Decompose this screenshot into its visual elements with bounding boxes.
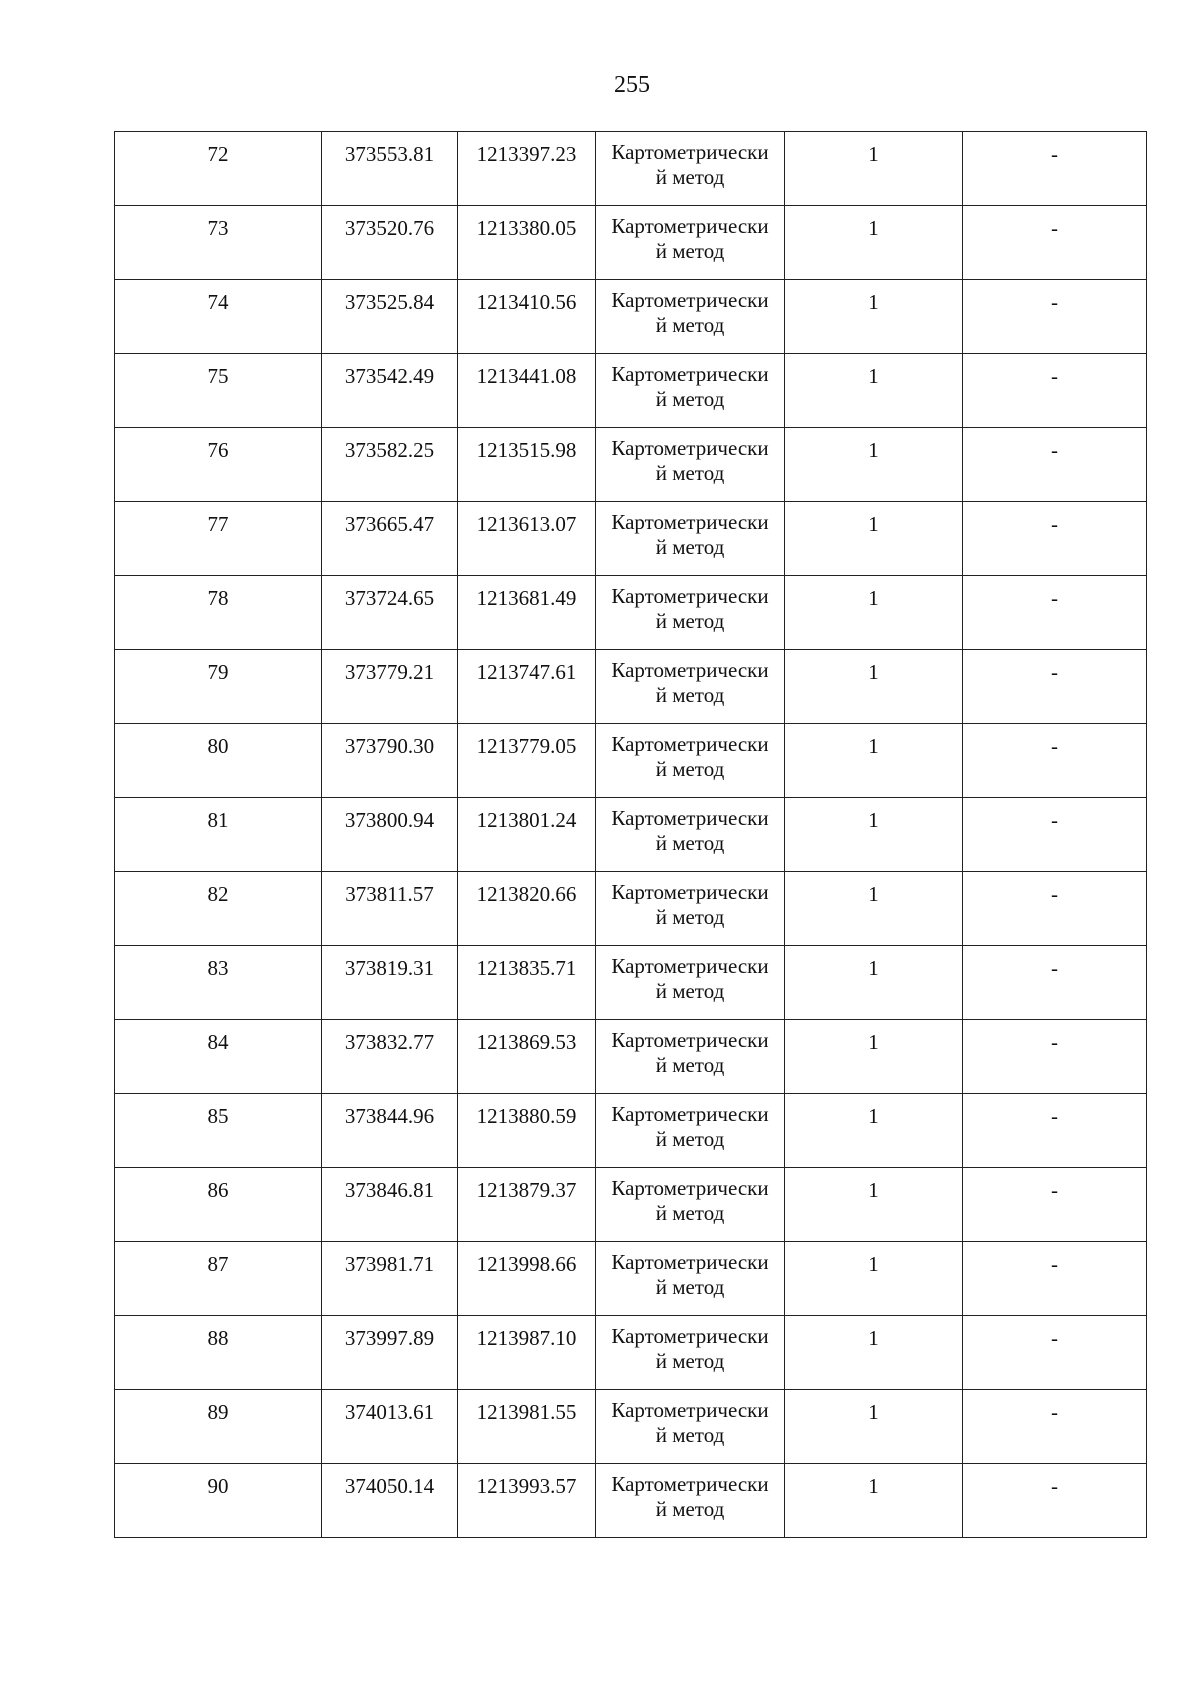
note-cell-text: - <box>1051 882 1058 906</box>
note-cell <box>963 354 1147 428</box>
method-line-1: Картометрически <box>611 657 769 682</box>
note-cell-text: - <box>1051 438 1058 462</box>
x-coordinate-cell-text: 373846.81 <box>344 1178 435 1202</box>
method-line-2: й метод <box>655 534 725 559</box>
point-number-cell-text: 89 <box>207 1400 229 1424</box>
y-coordinate-cell <box>458 1242 596 1316</box>
x-coordinate-cell-text: 374013.61 <box>344 1400 435 1424</box>
accuracy-cell-text: 1 <box>868 660 879 684</box>
y-coordinate-cell <box>458 946 596 1020</box>
table-row <box>115 576 1147 650</box>
accuracy-cell-text: 1 <box>868 882 879 906</box>
page-number: 255 <box>614 72 650 98</box>
x-coordinate-cell <box>322 1390 458 1464</box>
note-cell <box>963 946 1147 1020</box>
note-cell <box>963 502 1147 576</box>
note-cell <box>963 1464 1147 1538</box>
point-number-cell <box>115 650 322 724</box>
method-cell <box>596 1316 785 1390</box>
point-number-cell <box>115 1316 322 1390</box>
point-number-cell <box>115 798 322 872</box>
table-row <box>115 280 1147 354</box>
table-row <box>115 132 1147 206</box>
x-coordinate-cell-text: 373981.71 <box>344 1252 435 1276</box>
method-line-1: Картометрически <box>611 213 769 238</box>
accuracy-cell <box>785 280 963 354</box>
accuracy-cell-text: 1 <box>868 1474 879 1498</box>
method-cell <box>596 872 785 946</box>
accuracy-cell-text: 1 <box>868 586 879 610</box>
method-line-2: й метод <box>655 904 725 929</box>
accuracy-cell <box>785 872 963 946</box>
table-row <box>115 206 1147 280</box>
table-row <box>115 354 1147 428</box>
table-row <box>115 650 1147 724</box>
x-coordinate-cell-text: 374050.14 <box>344 1474 435 1498</box>
method-line-2: й метод <box>655 1274 725 1299</box>
accuracy-cell-text: 1 <box>868 956 879 980</box>
x-coordinate-cell-text: 373665.47 <box>344 512 435 536</box>
x-coordinate-cell-text: 373832.77 <box>344 1030 435 1054</box>
accuracy-cell <box>785 1168 963 1242</box>
note-cell <box>963 206 1147 280</box>
method-line-1: Картометрически <box>611 435 769 460</box>
x-coordinate-cell-text: 373520.76 <box>344 216 435 240</box>
method-cell <box>596 1464 785 1538</box>
y-coordinate-cell-text: 1213879.37 <box>476 1178 577 1202</box>
x-coordinate-cell <box>322 872 458 946</box>
table-row <box>115 1316 1147 1390</box>
y-coordinate-cell-text: 1213880.59 <box>476 1104 577 1128</box>
method-line-2: й метод <box>655 238 725 263</box>
point-number-cell <box>115 1020 322 1094</box>
y-coordinate-cell-text: 1213613.07 <box>476 512 577 536</box>
point-number-cell-text: 75 <box>207 364 229 388</box>
accuracy-cell <box>785 1020 963 1094</box>
x-coordinate-cell <box>322 946 458 1020</box>
accuracy-cell-text: 1 <box>868 1252 879 1276</box>
y-coordinate-cell-text: 1213779.05 <box>476 734 577 758</box>
x-coordinate-cell <box>322 1168 458 1242</box>
point-number-cell <box>115 724 322 798</box>
y-coordinate-cell-text: 1213515.98 <box>476 438 577 462</box>
accuracy-cell-text: 1 <box>868 216 879 240</box>
y-coordinate-cell-text: 1213820.66 <box>476 882 577 906</box>
accuracy-cell <box>785 502 963 576</box>
table-row <box>115 1020 1147 1094</box>
method-line-1: Картометрически <box>611 879 769 904</box>
y-coordinate-cell <box>458 428 596 502</box>
method-cell <box>596 724 785 798</box>
y-coordinate-cell <box>458 724 596 798</box>
method-cell <box>596 428 785 502</box>
point-number-cell-text: 90 <box>207 1474 229 1498</box>
y-coordinate-cell <box>458 354 596 428</box>
accuracy-cell <box>785 798 963 872</box>
y-coordinate-cell-text: 1213987.10 <box>476 1326 577 1350</box>
point-number-cell <box>115 280 322 354</box>
x-coordinate-cell-text: 373800.94 <box>344 808 435 832</box>
method-cell <box>596 576 785 650</box>
method-line-1: Картометрически <box>611 139 769 164</box>
y-coordinate-cell <box>458 576 596 650</box>
x-coordinate-cell-text: 373724.65 <box>344 586 435 610</box>
x-coordinate-cell-text: 373542.49 <box>344 364 435 388</box>
table-row <box>115 946 1147 1020</box>
note-cell <box>963 1316 1147 1390</box>
y-coordinate-cell <box>458 1390 596 1464</box>
x-coordinate-cell <box>322 354 458 428</box>
method-line-2: й метод <box>655 1496 725 1521</box>
point-number-cell-text: 73 <box>207 216 229 240</box>
y-coordinate-cell <box>458 1316 596 1390</box>
note-cell <box>963 132 1147 206</box>
accuracy-cell <box>785 650 963 724</box>
table-row <box>115 1094 1147 1168</box>
method-line-1: Картометрически <box>611 953 769 978</box>
note-cell-text: - <box>1051 290 1058 314</box>
method-line-1: Картометрически <box>611 1101 769 1126</box>
method-line-2: й метод <box>655 386 725 411</box>
method-cell <box>596 1390 785 1464</box>
point-number-cell-text: 78 <box>207 586 229 610</box>
point-number-cell-text: 80 <box>207 734 229 758</box>
method-line-2: й метод <box>655 1348 725 1373</box>
point-number-cell <box>115 576 322 650</box>
method-cell <box>596 946 785 1020</box>
note-cell <box>963 1242 1147 1316</box>
coordinates-table <box>114 131 1147 1538</box>
x-coordinate-cell <box>322 280 458 354</box>
accuracy-cell-text: 1 <box>868 364 879 388</box>
note-cell-text: - <box>1051 1178 1058 1202</box>
accuracy-cell-text: 1 <box>868 1178 879 1202</box>
accuracy-cell <box>785 1094 963 1168</box>
point-number-cell-text: 88 <box>207 1326 229 1350</box>
accuracy-cell <box>785 1464 963 1538</box>
method-line-1: Картометрически <box>611 1175 769 1200</box>
method-line-2: й метод <box>655 608 725 633</box>
method-cell <box>596 650 785 724</box>
x-coordinate-cell <box>322 1242 458 1316</box>
table-row <box>115 798 1147 872</box>
x-coordinate-cell-text: 373582.25 <box>344 438 435 462</box>
point-number-cell-text: 76 <box>207 438 229 462</box>
point-number-cell <box>115 1390 322 1464</box>
y-coordinate-cell-text: 1213747.61 <box>476 660 577 684</box>
point-number-cell-text: 86 <box>207 1178 229 1202</box>
point-number-cell-text: 83 <box>207 956 229 980</box>
point-number-cell-text: 74 <box>207 290 229 314</box>
y-coordinate-cell-text: 1213869.53 <box>476 1030 577 1054</box>
x-coordinate-cell <box>322 798 458 872</box>
y-coordinate-cell-text: 1213998.66 <box>476 1252 577 1276</box>
method-line-1: Картометрически <box>611 287 769 312</box>
y-coordinate-cell <box>458 1168 596 1242</box>
y-coordinate-cell-text: 1213681.49 <box>476 586 577 610</box>
note-cell-text: - <box>1051 586 1058 610</box>
y-coordinate-cell <box>458 872 596 946</box>
note-cell-text: - <box>1051 1400 1058 1424</box>
accuracy-cell-text: 1 <box>868 1104 879 1128</box>
method-line-1: Картометрически <box>611 1323 769 1348</box>
note-cell-text: - <box>1051 808 1058 832</box>
y-coordinate-cell <box>458 798 596 872</box>
note-cell <box>963 650 1147 724</box>
method-cell <box>596 1168 785 1242</box>
accuracy-cell-text: 1 <box>868 438 879 462</box>
point-number-cell <box>115 1094 322 1168</box>
point-number-cell-text: 84 <box>207 1030 229 1054</box>
point-number-cell <box>115 1464 322 1538</box>
point-number-cell-text: 85 <box>207 1104 229 1128</box>
method-line-2: й метод <box>655 978 725 1003</box>
point-number-cell-text: 87 <box>207 1252 229 1276</box>
y-coordinate-cell <box>458 1094 596 1168</box>
note-cell-text: - <box>1051 956 1058 980</box>
y-coordinate-cell <box>458 132 596 206</box>
method-line-1: Картометрически <box>611 731 769 756</box>
x-coordinate-cell <box>322 650 458 724</box>
method-line-2: й метод <box>655 164 725 189</box>
note-cell <box>963 798 1147 872</box>
note-cell-text: - <box>1051 1104 1058 1128</box>
accuracy-cell-text: 1 <box>868 512 879 536</box>
accuracy-cell-text: 1 <box>868 1400 879 1424</box>
x-coordinate-cell-text: 373553.81 <box>344 142 435 166</box>
method-line-2: й метод <box>655 460 725 485</box>
method-line-2: й метод <box>655 1052 725 1077</box>
x-coordinate-cell <box>322 428 458 502</box>
note-cell <box>963 872 1147 946</box>
point-number-cell <box>115 1242 322 1316</box>
accuracy-cell-text: 1 <box>868 142 879 166</box>
method-line-1: Картометрически <box>611 509 769 534</box>
note-cell-text: - <box>1051 364 1058 388</box>
y-coordinate-cell-text: 1213410.56 <box>476 290 577 314</box>
accuracy-cell <box>785 946 963 1020</box>
method-line-1: Картометрически <box>611 805 769 830</box>
point-number-cell-text: 81 <box>207 808 229 832</box>
method-line-2: й метод <box>655 830 725 855</box>
method-line-1: Картометрически <box>611 1249 769 1274</box>
table-row <box>115 1390 1147 1464</box>
point-number-cell <box>115 132 322 206</box>
table-row <box>115 502 1147 576</box>
note-cell <box>963 1168 1147 1242</box>
note-cell-text: - <box>1051 1326 1058 1350</box>
x-coordinate-cell <box>322 502 458 576</box>
method-line-1: Картометрически <box>611 583 769 608</box>
method-line-1: Картометрически <box>611 1471 769 1496</box>
method-cell <box>596 502 785 576</box>
method-cell <box>596 354 785 428</box>
x-coordinate-cell-text: 373525.84 <box>344 290 435 314</box>
table-row <box>115 872 1147 946</box>
note-cell <box>963 428 1147 502</box>
accuracy-cell <box>785 428 963 502</box>
note-cell-text: - <box>1051 1474 1058 1498</box>
point-number-cell <box>115 872 322 946</box>
note-cell <box>963 1020 1147 1094</box>
note-cell <box>963 724 1147 798</box>
point-number-cell <box>115 946 322 1020</box>
y-coordinate-cell-text: 1213397.23 <box>476 142 577 166</box>
x-coordinate-cell <box>322 724 458 798</box>
note-cell <box>963 1094 1147 1168</box>
table-row <box>115 724 1147 798</box>
x-coordinate-cell-text: 373811.57 <box>345 882 434 906</box>
x-coordinate-cell <box>322 1464 458 1538</box>
accuracy-cell <box>785 132 963 206</box>
accuracy-cell-text: 1 <box>868 1030 879 1054</box>
point-number-cell-text: 72 <box>207 142 229 166</box>
note-cell-text: - <box>1051 142 1058 166</box>
x-coordinate-cell-text: 373819.31 <box>344 956 435 980</box>
method-cell <box>596 1020 785 1094</box>
table-row <box>115 1242 1147 1316</box>
accuracy-cell-text: 1 <box>868 1326 879 1350</box>
note-cell-text: - <box>1051 734 1058 758</box>
method-line-2: й метод <box>655 1200 725 1225</box>
point-number-cell <box>115 354 322 428</box>
method-line-2: й метод <box>655 756 725 781</box>
method-line-1: Картометрически <box>611 361 769 386</box>
note-cell-text: - <box>1051 660 1058 684</box>
y-coordinate-cell <box>458 650 596 724</box>
accuracy-cell <box>785 206 963 280</box>
method-line-2: й метод <box>655 1422 725 1447</box>
y-coordinate-cell-text: 1213835.71 <box>476 956 577 980</box>
note-cell <box>963 576 1147 650</box>
x-coordinate-cell <box>322 576 458 650</box>
x-coordinate-cell-text: 373997.89 <box>344 1326 435 1350</box>
method-line-2: й метод <box>655 682 725 707</box>
coordinates-table-body <box>115 132 1147 1538</box>
note-cell <box>963 1390 1147 1464</box>
x-coordinate-cell-text: 373844.96 <box>344 1104 435 1128</box>
x-coordinate-cell <box>322 132 458 206</box>
note-cell-text: - <box>1051 512 1058 536</box>
method-cell <box>596 132 785 206</box>
point-number-cell <box>115 1168 322 1242</box>
point-number-cell <box>115 502 322 576</box>
note-cell-text: - <box>1051 216 1058 240</box>
table-row <box>115 428 1147 502</box>
accuracy-cell <box>785 1390 963 1464</box>
y-coordinate-cell <box>458 280 596 354</box>
accuracy-cell <box>785 576 963 650</box>
accuracy-cell <box>785 1316 963 1390</box>
note-cell-text: - <box>1051 1252 1058 1276</box>
method-line-1: Картометрически <box>611 1027 769 1052</box>
point-number-cell <box>115 206 322 280</box>
note-cell <box>963 280 1147 354</box>
method-line-2: й метод <box>655 1126 725 1151</box>
method-cell <box>596 1094 785 1168</box>
method-cell <box>596 1242 785 1316</box>
point-number-cell <box>115 428 322 502</box>
y-coordinate-cell <box>458 502 596 576</box>
y-coordinate-cell-text: 1213981.55 <box>476 1400 577 1424</box>
table-row <box>115 1464 1147 1538</box>
x-coordinate-cell <box>322 206 458 280</box>
y-coordinate-cell <box>458 206 596 280</box>
accuracy-cell <box>785 1242 963 1316</box>
y-coordinate-cell-text: 1213993.57 <box>476 1474 577 1498</box>
point-number-cell-text: 79 <box>207 660 229 684</box>
accuracy-cell-text: 1 <box>868 290 879 314</box>
table-row <box>115 1168 1147 1242</box>
method-line-2: й метод <box>655 312 725 337</box>
y-coordinate-cell-text: 1213801.24 <box>476 808 577 832</box>
method-line-1: Картометрически <box>611 1397 769 1422</box>
method-cell <box>596 280 785 354</box>
y-coordinate-cell <box>458 1020 596 1094</box>
point-number-cell-text: 77 <box>207 512 229 536</box>
x-coordinate-cell <box>322 1094 458 1168</box>
method-cell <box>596 206 785 280</box>
accuracy-cell-text: 1 <box>868 808 879 832</box>
y-coordinate-cell-text: 1213441.08 <box>476 364 577 388</box>
x-coordinate-cell-text: 373779.21 <box>344 660 435 684</box>
method-cell <box>596 798 785 872</box>
accuracy-cell <box>785 724 963 798</box>
x-coordinate-cell <box>322 1020 458 1094</box>
y-coordinate-cell <box>458 1464 596 1538</box>
point-number-cell-text: 82 <box>207 882 229 906</box>
x-coordinate-cell-text: 373790.30 <box>344 734 435 758</box>
accuracy-cell <box>785 354 963 428</box>
accuracy-cell-text: 1 <box>868 734 879 758</box>
x-coordinate-cell <box>322 1316 458 1390</box>
y-coordinate-cell-text: 1213380.05 <box>476 216 577 240</box>
note-cell-text: - <box>1051 1030 1058 1054</box>
